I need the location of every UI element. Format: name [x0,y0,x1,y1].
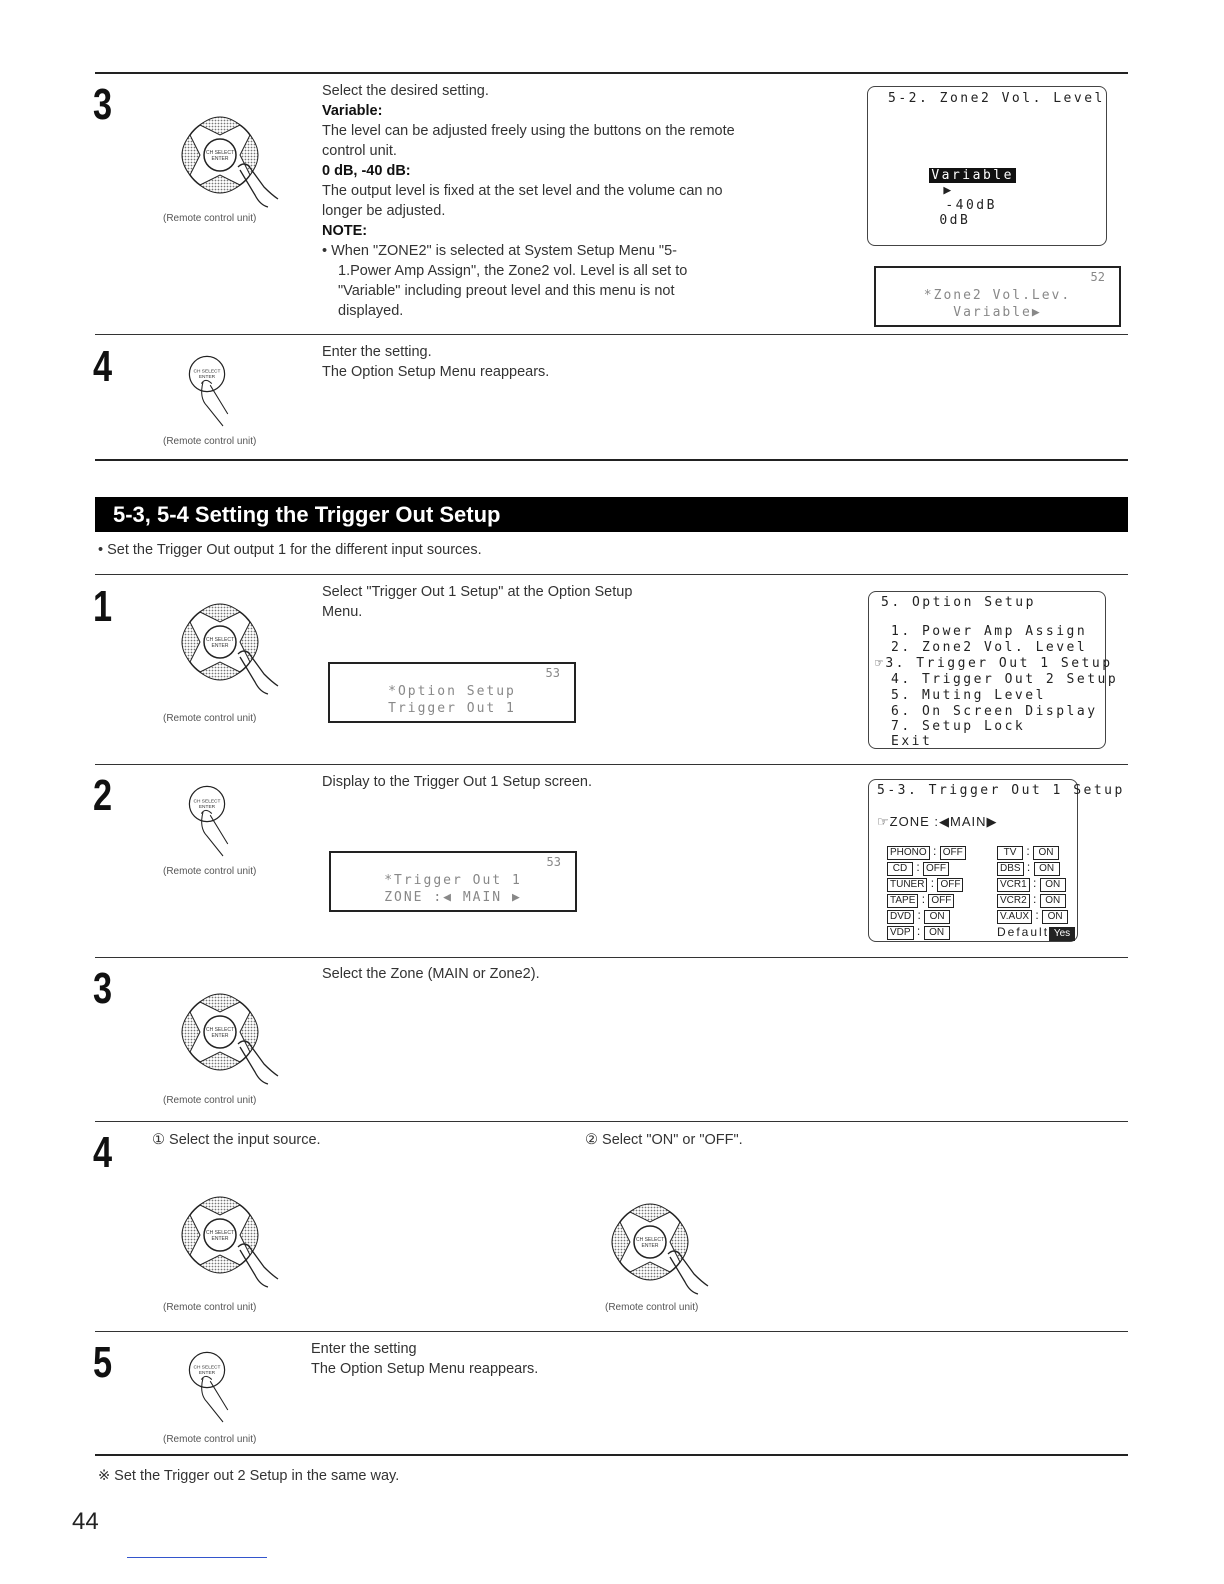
remote-caption: (Remote control unit) [163,1434,257,1445]
source-row: TV : ON [997,844,1059,860]
remote-caption: (Remote control unit) [605,1302,699,1313]
remote-dpad-icon [160,972,300,1092]
divider [95,1454,1128,1456]
remote-caption: (Remote control unit) [163,1095,257,1106]
step-number: 5 [93,1338,113,1387]
source-state: ON [1033,846,1059,860]
front-display: 53 *Trigger Out 1 ZONE :◀ MAIN ▶ [329,851,577,912]
zone2-osd-screen: 5-2. Zone2 Vol. Level Variable ▶ -40dB 0dB [867,86,1107,246]
source-row: DVD : ON [887,908,950,924]
divider [95,574,1128,575]
source-state: ON [1042,910,1068,924]
option-setup-osd: 5. Option Setup 1. Power Amp Assign 2. Zone2 Vol. Level ☞3. Trigger Out 1 Setup 4. Trigger Out 2 Setup 5. Muting Level 6. On Screen Display 7. Setup Lock Exit [868,591,1106,749]
source-label: VCR1 [997,878,1030,892]
source-row: VDP : ON [887,924,950,940]
step4-sub-a: ① Select the input source. [152,1132,321,1148]
page-number: 44 [72,1508,99,1535]
remote-caption: (Remote control unit) [163,713,257,724]
remote-caption: (Remote control unit) [163,436,257,447]
source-label: DBS [997,862,1024,876]
source-label: TV [997,846,1023,860]
step2-description: Display to the Trigger Out 1 Setup screen. [322,774,592,790]
source-row: DBS : ON [997,860,1060,876]
step-number: 3 [93,964,113,1013]
source-row: VCR1 : ON [997,876,1066,892]
source-label: TUNER [887,878,927,892]
source-label: VCR2 [997,894,1030,908]
source-state: OFF [940,846,966,860]
source-state: OFF [928,894,954,908]
enter-button-icon [165,350,265,430]
step3-description: Select the desired setting. Variable: The level can be adjusted freely using the buttons on the remote control unit. 0 dB, -40 dB: The output level is fixed at the set level and the volume can no longer be adjusted. NOTE: • When "ZONE2" is selected at System Setup Menu "5- 1.Power Amp Assign", the Zone2 vol. Level is all set to "Variable" including preout level and this menu is not displayed. [322,83,735,319]
source-state: ON [924,926,950,940]
source-row: PHONO : OFF [887,844,966,860]
source-label: CD [887,862,913,876]
enter-button-icon [165,780,265,860]
remote-dpad-icon [160,95,300,215]
source-row: CD : OFF [887,860,949,876]
source-state: ON [1034,862,1060,876]
source-state: ON [924,910,950,924]
front-display: 52 *Zone2 Vol.Lev. Variable▶ [874,266,1121,327]
source-label: V.AUX [997,910,1032,924]
remote-dpad-icon [160,582,300,702]
source-row: TUNER : OFF [887,876,963,892]
source-label: DVD [887,910,914,924]
source-label: PHONO [887,846,930,860]
source-state: ON [1040,878,1066,892]
source-row: V.AUX : ON [997,908,1068,924]
step1-description: Select "Trigger Out 1 Setup" at the Option Setup Menu. [322,584,633,620]
divider [95,72,1128,74]
footer-line [127,1557,267,1558]
remote-dpad-icon [160,1175,300,1295]
footnote: ※ Set the Trigger out 2 Setup in the same way. [98,1468,400,1484]
source-row: VCR2 : ON [997,892,1066,908]
step-number: 3 [93,80,113,129]
source-state: ON [1040,894,1066,908]
remote-caption: (Remote control unit) [163,1302,257,1313]
step-number: 4 [93,1128,113,1177]
step4-description: Enter the setting. The Option Setup Menu reappears. [322,344,550,380]
source-state: OFF [937,878,963,892]
divider [95,334,1128,335]
yes-badge: Yes [1049,927,1075,941]
selected-option: Variable [931,168,1014,183]
remote-caption: (Remote control unit) [163,213,257,224]
section-title: 5-3, 5-4 Setting the Trigger Out Setup [95,497,1128,532]
step-number: 1 [93,582,113,631]
cursor-icon: ☞ [875,656,886,671]
remote-dpad-icon [590,1182,730,1302]
source-state: OFF [923,862,949,876]
source-row: TAPE : OFF [887,892,954,908]
source-label: TAPE [887,894,918,908]
divider [95,957,1128,958]
divider [95,1331,1128,1332]
source-label: VDP [887,926,914,940]
front-display: 53 *Option Setup Trigger Out 1 [328,662,576,723]
section-intro: • Set the Trigger Out output 1 for the different input sources. [98,542,482,558]
enter-button-icon [165,1346,265,1426]
divider [95,764,1128,765]
divider [95,1121,1128,1122]
trigger-out-osd: 5-3. Trigger Out 1 Setup ☞ZONE :◀MAIN▶ PHONO : OFF CD : OFF TUNER : OFF TAPE : OFF DVD : ON VDP : ON TV : ON DBS : ON VCR1 : ON VCR2 : ON V.AUX : ON Default Yes [868,779,1078,942]
step4-sub-b: ② Select "ON" or "OFF". [585,1132,743,1148]
step-number: 4 [93,342,113,391]
step3-zone-description: Select the Zone (MAIN or Zone2). [322,966,540,982]
remote-caption: (Remote control unit) [163,866,257,877]
divider [95,459,1128,461]
step-number: 2 [93,771,113,820]
step5-description: Enter the setting The Option Setup Menu reappears. [311,1341,539,1377]
